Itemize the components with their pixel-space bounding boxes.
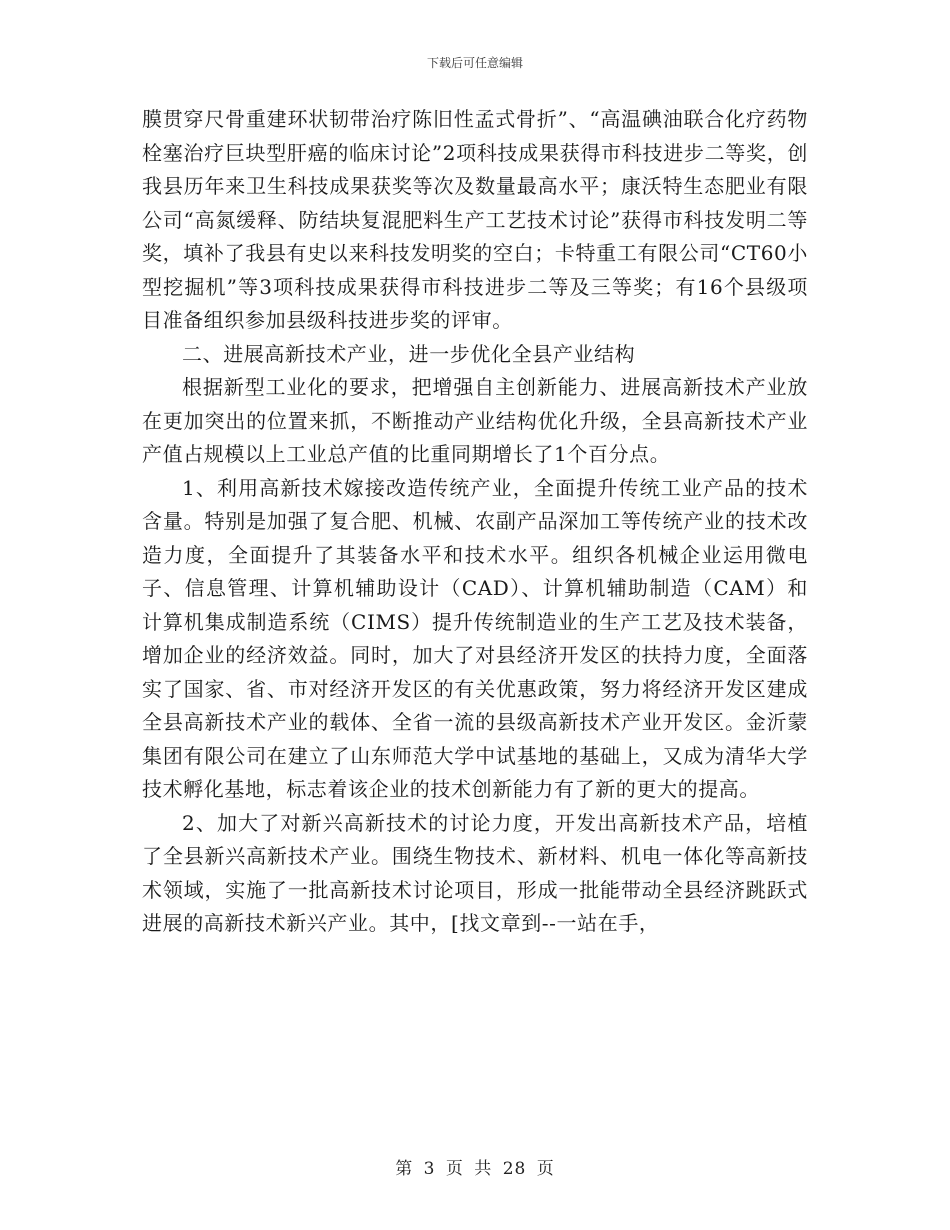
page-footer: 第 3 页 共 28 页 [395,1159,555,1179]
section-heading: 二、进展高新技术产业，进一步优化全县产业结构 [182,341,636,366]
paragraph: 根据新型工业化的要求，把增强自主创新能力、进展高新技术产业放在更加突出的位置来抓，不断推动产业结构优化升级，全县高新技术产业产值占规模以上工业总产值的比重同期增长了1个百分点。 [142,375,808,466]
paragraph: 2、加大了对新兴高新技术的讨论力度，开发出高新技术产品，培植了全县新兴高新技术产业。围绕生物技术、新材料、机电一体化等高新技术领域，实施了一批高新技术讨论项目，形成一批能带动全县经济跳跃式进展的高新技术新兴产业。其中，[找文章到--一站在手， [142,810,808,935]
paragraph: 1、利用高新技术嫁接改造传统产业，全面提升传统工业产品的技术含量。特别是加强了复合肥、机械、农副产品深加工等传统产业的技术改造力度，全面提升了其装备水平和技术水平。组织各机械企业运用微电子、信息管理、计算机辅助设计（CAD）、计算机辅助制造（CAM）和计算机集成制造系统（CIMS）提升传统制造业的生产工艺及技术装备，增加企业的经济效益。同时，加大了对县经济开发区的扶持力度，全面落实了国家、省、市对经济开发区的有关优惠政策，努力将经济开发区建成全县高新技术产业的载体、全省一流的县级高新技术产业开发区。金沂蒙集团有限公司在建立了山东师范大学中试基地的基础上，又成为清华大学技术孵化基地，标志着该企业的技术创新能力有了新的更大的提高。 [142,475,808,801]
paragraph-continuation: 膜贯穿尺骨重建环状韧带治疗陈旧性孟式骨折”、“高温碘油联合化疗药物栓塞治疗巨块型肝癌的临床讨论”2项科技成果获得市科技进步二等奖，创我县历年来卫生科技成果获奖等次及数量最高水平；康沃特生态肥业有限公司“高氮缓释、防结块复混肥料生产工艺技术讨论”获得市科技发明二等奖，填补了我县有史以来科技发明奖的空白；卡特重工有限公司“CT60小型挖掘机”等3项科技成果获得市科技进步二等及三等奖；有16个县级项目准备组织参加县级科技进步奖的评审。 [142,107,808,332]
document-body [142,103,808,941]
page-header: 下载后可任意编辑 [426,56,523,70]
